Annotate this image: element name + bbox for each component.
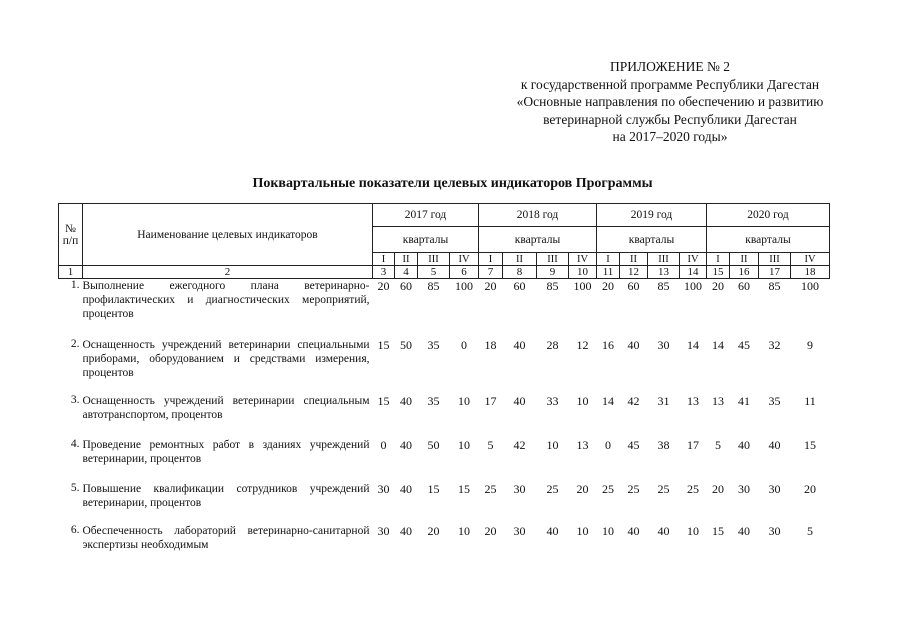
indicator-name: Оснащенность учреждений ветеринарии специальными приборами, оборудованием и средствами измерения, процентов <box>82 338 370 379</box>
indicator-value: 15 <box>377 393 390 408</box>
indicator-value: 38 <box>657 437 670 452</box>
indicator-value: 30 <box>657 337 670 352</box>
column-number: 10 <box>569 266 597 279</box>
indicator-value: 10 <box>576 393 589 408</box>
indicator-value: 17 <box>484 393 497 408</box>
indicator-value: 15 <box>712 523 724 538</box>
indicator-value: 5 <box>807 523 813 538</box>
indicator-value: 60 <box>400 279 412 293</box>
indicator-value: 60 <box>627 279 640 293</box>
indicator-value: 50 <box>400 337 412 352</box>
quarters-label: кварталы <box>373 227 479 253</box>
quarter-header: III <box>759 253 791 266</box>
column-number: 6 <box>450 266 479 279</box>
indicator-value: 16 <box>602 337 614 352</box>
appendix-line: «Основные направления по обеспечению и развитию <box>516 94 824 109</box>
indicator-value: 30 <box>513 523 526 538</box>
quarter-header: IV <box>791 253 830 266</box>
year-header: 2019 год <box>597 204 707 227</box>
quarter-header: IV <box>569 253 597 266</box>
appendix-title: ПРИЛОЖЕНИЕ № 2 <box>609 59 731 74</box>
indicator-value: 17 <box>687 437 699 452</box>
indicator-value: 40 <box>400 437 412 452</box>
quarters-label: кварталы <box>479 227 597 253</box>
indicator-value: 25 <box>546 481 559 496</box>
column-number: 7 <box>479 266 503 279</box>
col-name-header: Наименование целевых индикаторов <box>83 204 373 266</box>
indicator-value: 100 <box>573 279 592 293</box>
indicator-value: 100 <box>455 279 473 293</box>
quarter-header: III <box>537 253 569 266</box>
table-row <box>59 338 830 394</box>
quarter-header: II <box>620 253 648 266</box>
column-number: 8 <box>503 266 537 279</box>
indicator-name: Оснащенность учреждений ветеринарии специальным автотранспортом, процентов <box>82 394 370 421</box>
indicator-value: 40 <box>400 481 412 496</box>
indicator-value: 50 <box>427 437 440 452</box>
appendix-line: к государственной программе Республики Дагестан <box>520 76 820 92</box>
indicator-value: 10 <box>458 523 470 538</box>
row-number: 1. <box>70 279 80 291</box>
indicator-value: 10 <box>687 523 699 538</box>
indicator-value: 31 <box>657 393 670 408</box>
indicator-value: 11 <box>804 393 816 408</box>
indicator-value: 85 <box>657 279 670 293</box>
indicator-value: 40 <box>627 337 640 352</box>
table-header <box>59 204 830 279</box>
column-number: 12 <box>620 266 648 279</box>
indicator-value: 30 <box>768 523 781 538</box>
indicator-value: 100 <box>684 279 702 293</box>
quarter-header: III <box>418 253 450 266</box>
quarter-header: II <box>395 253 418 266</box>
indicator-value: 42 <box>513 437 526 452</box>
indicator-value: 85 <box>768 279 781 293</box>
indicator-value: 30 <box>513 481 526 496</box>
indicator-value: 85 <box>427 279 440 293</box>
indicator-value: 5 <box>487 437 494 452</box>
indicator-value: 60 <box>513 279 526 293</box>
indicator-value: 45 <box>738 337 750 352</box>
indicator-value: 10 <box>576 523 589 538</box>
column-number: 18 <box>791 266 830 279</box>
indicator-value: 10 <box>458 437 470 452</box>
indicator-value: 25 <box>657 481 670 496</box>
indicator-name: Обеспеченность лабораторий ветеринарно-санитарной экспертизы необходимым <box>82 524 370 551</box>
indicator-value: 32 <box>768 337 781 352</box>
indicator-value: 20 <box>576 481 589 496</box>
indicator-value: 40 <box>400 393 412 408</box>
indicator-value: 15 <box>458 481 470 496</box>
column-number: 14 <box>680 266 707 279</box>
indicator-value: 15 <box>377 337 390 352</box>
indicator-value: 10 <box>602 523 614 538</box>
indicator-value: 20 <box>804 481 816 496</box>
indicator-name: Выполнение ежегодного плана ветеринарно-профилактических и диагностических мероприятий, процентов <box>82 280 370 320</box>
indicator-value: 9 <box>807 337 813 352</box>
indicator-value: 40 <box>513 393 526 408</box>
indicator-value: 30 <box>768 481 781 496</box>
indicator-value: 40 <box>738 437 750 452</box>
quarters-label: кварталы <box>597 227 707 253</box>
indicator-value: 25 <box>687 481 699 496</box>
indicator-value: 10 <box>458 393 470 408</box>
column-number: 16 <box>730 266 759 279</box>
table-row <box>59 394 830 438</box>
indicator-value: 30 <box>377 523 390 538</box>
indicator-value: 0 <box>380 437 387 452</box>
column-number: 5 <box>418 266 450 279</box>
indicator-name: Проведение ремонтных работ в зданиях учреждений ветеринарии, процентов <box>82 438 370 465</box>
column-number: 17 <box>759 266 791 279</box>
quarter-header: IV <box>450 253 479 266</box>
column-number: 9 <box>537 266 569 279</box>
column-number: 15 <box>707 266 730 279</box>
appendix-line: ветеринарной службы Республики Дагестан <box>543 111 797 127</box>
col-num-header: № п/п <box>59 204 83 266</box>
row-number: 4. <box>70 437 80 450</box>
table-body <box>59 279 830 558</box>
row-number: 6. <box>70 523 80 536</box>
quarter-header: IV <box>680 253 707 266</box>
quarter-header: I <box>597 253 620 266</box>
indicator-value: 15 <box>427 481 440 496</box>
indicators-table <box>58 203 830 558</box>
indicator-value: 30 <box>377 481 390 496</box>
indicator-value: 35 <box>768 393 781 408</box>
indicator-value: 45 <box>627 437 640 452</box>
indicator-value: 40 <box>768 437 781 452</box>
indicator-value: 20 <box>602 279 614 293</box>
table-row <box>59 524 830 558</box>
quarter-header: I <box>479 253 503 266</box>
year-header: 2020 год <box>707 204 830 227</box>
indicator-value: 15 <box>804 437 816 452</box>
indicator-value: 85 <box>546 279 559 293</box>
indicator-value: 100 <box>801 279 819 293</box>
appendix-line: на 2017–2020 годы» <box>612 129 728 144</box>
indicator-value: 12 <box>576 337 589 352</box>
indicator-value: 40 <box>400 523 412 538</box>
indicator-value: 14 <box>687 337 699 352</box>
year-header: 2018 год <box>479 204 597 227</box>
indicator-value: 20 <box>712 481 724 496</box>
indicator-value: 30 <box>738 481 750 496</box>
indicator-value: 28 <box>546 337 559 352</box>
quarter-header: II <box>503 253 537 266</box>
indicator-value: 41 <box>738 393 750 408</box>
indicator-value: 0 <box>605 437 611 452</box>
quarter-header: I <box>373 253 395 266</box>
indicator-value: 40 <box>657 523 670 538</box>
quarter-header: I <box>707 253 730 266</box>
row-number: 2. <box>70 337 80 350</box>
indicator-value: 14 <box>602 393 614 408</box>
indicator-name: Повышение квалификации сотрудников учреждений ветеринарии, процентов <box>82 482 370 509</box>
column-number: 3 <box>373 266 395 279</box>
indicator-value: 13 <box>687 393 699 408</box>
indicator-value: 10 <box>546 437 559 452</box>
document-title: Поквартальные показатели целевых индикаторов Программы <box>252 176 653 191</box>
table-row <box>59 438 830 482</box>
quarter-header: III <box>648 253 680 266</box>
indicator-value: 40 <box>738 523 750 538</box>
indicator-value: 40 <box>513 337 526 352</box>
column-number: 13 <box>648 266 680 279</box>
indicator-value: 33 <box>546 393 559 408</box>
indicator-value: 35 <box>427 393 440 408</box>
indicator-value: 13 <box>712 393 724 408</box>
column-number: 1 <box>59 266 83 279</box>
indicator-value: 20 <box>484 279 497 293</box>
row-number: 5. <box>70 481 80 494</box>
indicator-value: 0 <box>461 337 467 352</box>
appendix-header <box>470 58 870 146</box>
indicator-value: 35 <box>427 337 440 352</box>
table-row <box>59 279 830 338</box>
column-number: 4 <box>395 266 418 279</box>
column-number: 2 <box>83 266 373 279</box>
indicator-value: 20 <box>377 279 390 293</box>
table-row <box>59 482 830 524</box>
indicator-value: 5 <box>715 437 721 452</box>
year-header: 2017 год <box>373 204 479 227</box>
indicator-value: 20 <box>484 523 497 538</box>
indicator-value: 42 <box>627 393 640 408</box>
indicator-value: 25 <box>484 481 497 496</box>
indicator-value: 20 <box>712 279 724 293</box>
indicator-value: 20 <box>427 523 440 538</box>
quarter-header: II <box>730 253 759 266</box>
indicator-value: 25 <box>602 481 614 496</box>
indicator-value: 40 <box>627 523 640 538</box>
indicator-value: 40 <box>546 523 559 538</box>
row-number: 3. <box>70 393 80 406</box>
quarters-label: кварталы <box>707 227 830 253</box>
indicator-value: 18 <box>484 337 497 352</box>
indicator-value: 25 <box>627 481 640 496</box>
indicator-value: 60 <box>738 279 750 293</box>
indicator-value: 14 <box>712 337 724 352</box>
indicator-value: 13 <box>576 437 589 452</box>
column-number: 11 <box>597 266 620 279</box>
